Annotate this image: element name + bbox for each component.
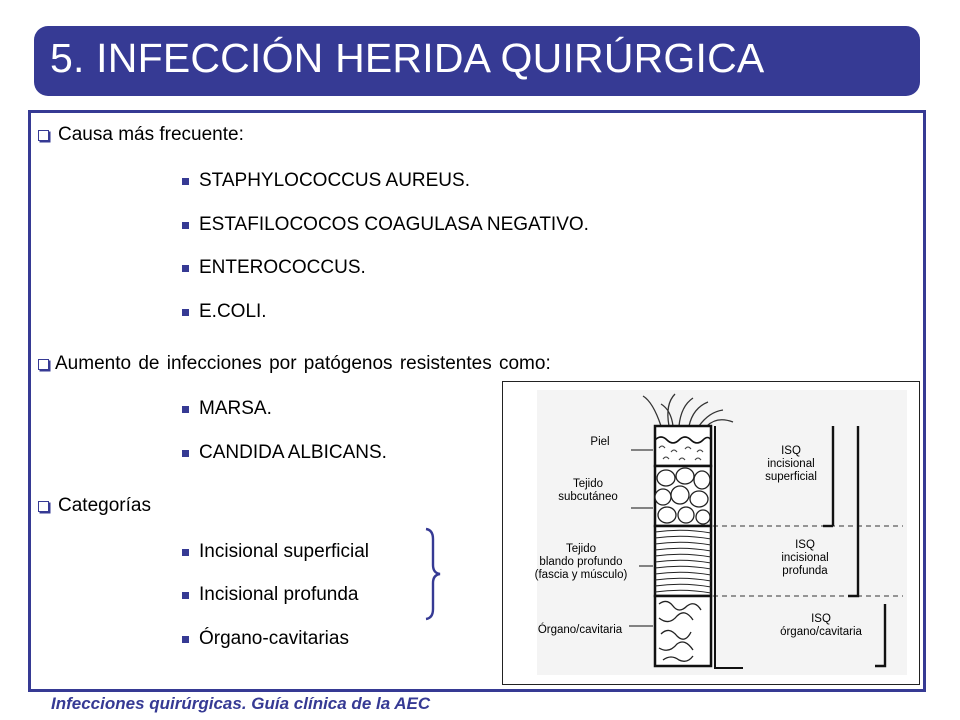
wound-layers-figure [502,381,920,685]
layer-label-subcutaneo: Tejido subcutáneo [558,478,618,503]
list-item [182,214,589,236]
title-bar [34,26,920,96]
checkbox-bullet-icon [38,130,49,141]
square-bullet-icon [182,178,189,185]
layer-label-tejido-blando: Tejido blando profundo (fascia y músculo) [534,543,628,581]
list-item [182,257,366,279]
slide-title: 5. INFECCIÓN HERIDA QUIRÚRGICA [50,35,765,81]
section-heading-text: Causa más frecuente: [58,124,244,145]
list-item-text: Incisional superficial [199,541,370,562]
square-bullet-icon [182,222,189,229]
list-item-text: MARSA. [199,398,272,419]
checkbox-bullet-icon [38,359,49,370]
section-heading-aumento [38,353,551,375]
list-item-text: ENTEROCOCCUS. [199,257,366,278]
list-item [182,584,359,606]
list-item-text: Incisional profunda [199,584,359,605]
list-item [182,628,349,650]
list-item-text: ESTAFILOCOCOS COAGULASA NEGATIVO. [199,214,589,235]
list-item-text: CANDIDA ALBICANS. [199,442,387,463]
list-item-text: E.COLI. [199,301,267,322]
category-label-superficial: ISQ incisional superficial [765,445,817,483]
section-heading-text: Categorías [58,495,151,516]
layer-label-piel: Piel [590,436,610,448]
list-item [182,398,272,420]
category-label-profunda: ISQ incisional profunda [781,539,829,577]
footer-citation: Infecciones quirúrgicas. Guía clínica de la AEC [51,694,431,713]
square-bullet-icon [182,636,189,643]
list-item [182,170,470,192]
checkbox-bullet-icon [38,501,49,512]
section-heading-text: Aumento de infecciones por patógenos resistentes como: [55,353,551,374]
square-bullet-icon [182,450,189,457]
category-label-organo-cavitaria: ISQ órgano/cavitaria [780,613,862,638]
curly-brace [420,527,446,621]
list-item-text: STAPHYLOCOCCUS AUREUS. [199,170,470,191]
square-bullet-icon [182,265,189,272]
section-heading-causa [38,124,244,146]
layer-label-organo: Órgano/cavitaria [537,624,623,636]
list-item [182,301,267,323]
section-heading-categorias [38,495,151,517]
square-bullet-icon [182,406,189,413]
square-bullet-icon [182,592,189,599]
list-item [182,541,369,563]
square-bullet-icon [182,549,189,556]
list-item [182,442,387,464]
square-bullet-icon [182,309,189,316]
list-item-text: Órgano-cavitarias [199,628,349,649]
